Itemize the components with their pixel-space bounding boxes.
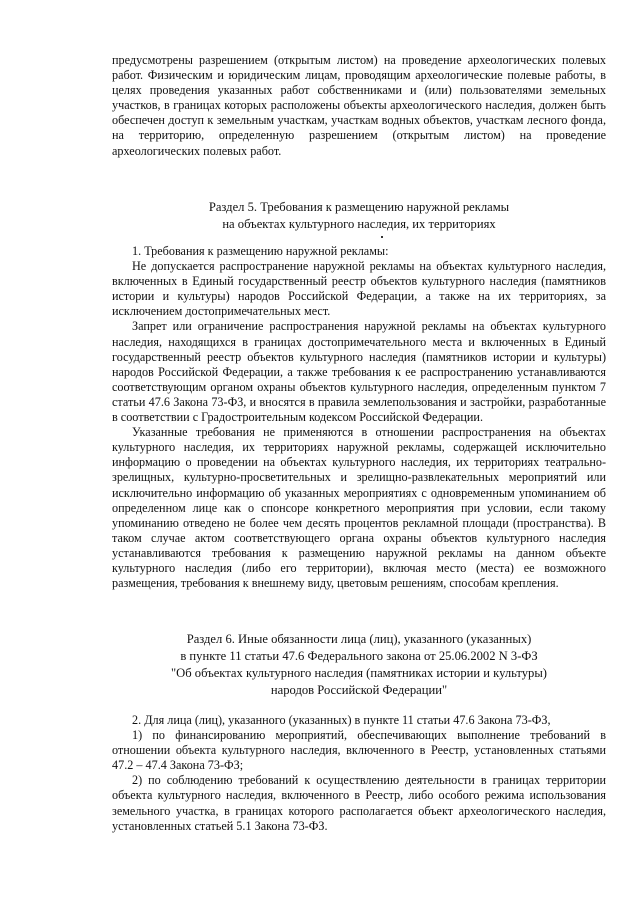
section-5-body [112, 244, 606, 591]
heading-line: "Об объектах культурного наследия (памятниках истории и культуры) [171, 666, 547, 680]
subitem-compliance: 2) по соблюдению требований к осуществлению деятельности в границах территории объекта культурного наследия, включенного в Реестр, либо особого режима использования земельного участка, в границах которого располагается объект археологического наследия, установленных статьей 5.1 Закона 73-ФЗ. [112, 773, 606, 833]
paragraph-restriction: Запрет или ограничение распространения наружной рекламы на объектах культурного наследия, находящихся в границах достопримечательного места и включенных в Единый государственный реестр объектов культурного наследия (памятников истории и культуры) народов Российской Федерации, а также требования к ее распространению устанавливаются соответствующим органом охраны объектов культурного наследия, определенным пунктом 7 статьи 47.6 Закона 73-ФЗ, и вносятся в правила землепользования и застройки, разработанные в соответствии с Градостроительным кодексом Российской Федерации. [112, 319, 606, 425]
paragraph-ban: Не допускается распространение наружной рекламы на объектах культурного наследия, включенных в Единый государственный реестр объектов культурного наследия (памятников истории и культуры) народов Российской Федерации, а также на их территориях, за исключением достопримечательных мест. [112, 259, 606, 319]
heading-line: на объектах культурного наследия, их территориях [222, 217, 496, 231]
continuation-paragraph [112, 53, 606, 159]
paragraph-exceptions: Указанные требования не применяются в отношении распространения на объектах культурного наследия, их территориях наружной рекламы, содержащей исключительно информацию о проведении на объектах культурного наследия, их территориях театрально-зрелищных, культурно-просветительных и зрелищно-развлекательных мероприятий или исключительно информацию об указанных мероприятиях с одновременным упоминанием об определенном лице как о спонсоре конкретного мероприятия при условии, если такому упоминанию отведено не более чем десять процентов рекламной площади (пространства). В таком случае актом соответствующего органа охраны объектов культурного наследия устанавливаются требования к размещению наружной рекламы на данном объекте культурного наследия (либо его территории), включая место (места) ее возможного размещения, требования к внешнему виду, цветовым решениям, способам крепления. [112, 425, 606, 591]
heading-line: в пункте 11 статьи 47.6 Федерального закона от 25.06.2002 N 3-ФЗ [180, 649, 538, 663]
paragraph-text: предусмотрены разрешением (открытым листом) на проведение археологических полевых работ. Физическим и юридическим лицам, проводящим археологические полевые работы, в целях проведения указанных работ собственниками и (или) пользователями земельных участков, в границах которых расположены объекты археологического наследия, должен быть обеспечен доступ к земельным участкам, участкам водных объектов, участкам лесного фонда, на территорию, определенную разрешением (открытым листом) на проведение археологических полевых работ. [112, 53, 606, 158]
section-5-heading [112, 199, 606, 233]
heading-line: Раздел 5. Требования к размещению наружной рекламы [208, 200, 510, 214]
section-6-heading [112, 631, 606, 699]
item-1-title: 1. Требования к размещению наружной рекламы: [132, 244, 389, 258]
section-6-body [112, 713, 606, 834]
heading-line: народов Российской Федерации" [270, 683, 448, 697]
subitem-financing: 1) по финансированию мероприятий, обеспечивающих выполнение требований в отношении объекта культурного наследия, включенного в Реестр, установленных статьями 47.2 – 47.4 Закона 73-ФЗ; [112, 728, 606, 773]
heading-line: Раздел 6. Иные обязанности лица (лиц), указанного (указанных) [186, 632, 532, 646]
scan-speck [381, 236, 383, 238]
item-2-title: 2. Для лица (лиц), указанного (указанных) в пункте 11 статьи 47.6 Закона 73-ФЗ, [132, 713, 551, 727]
